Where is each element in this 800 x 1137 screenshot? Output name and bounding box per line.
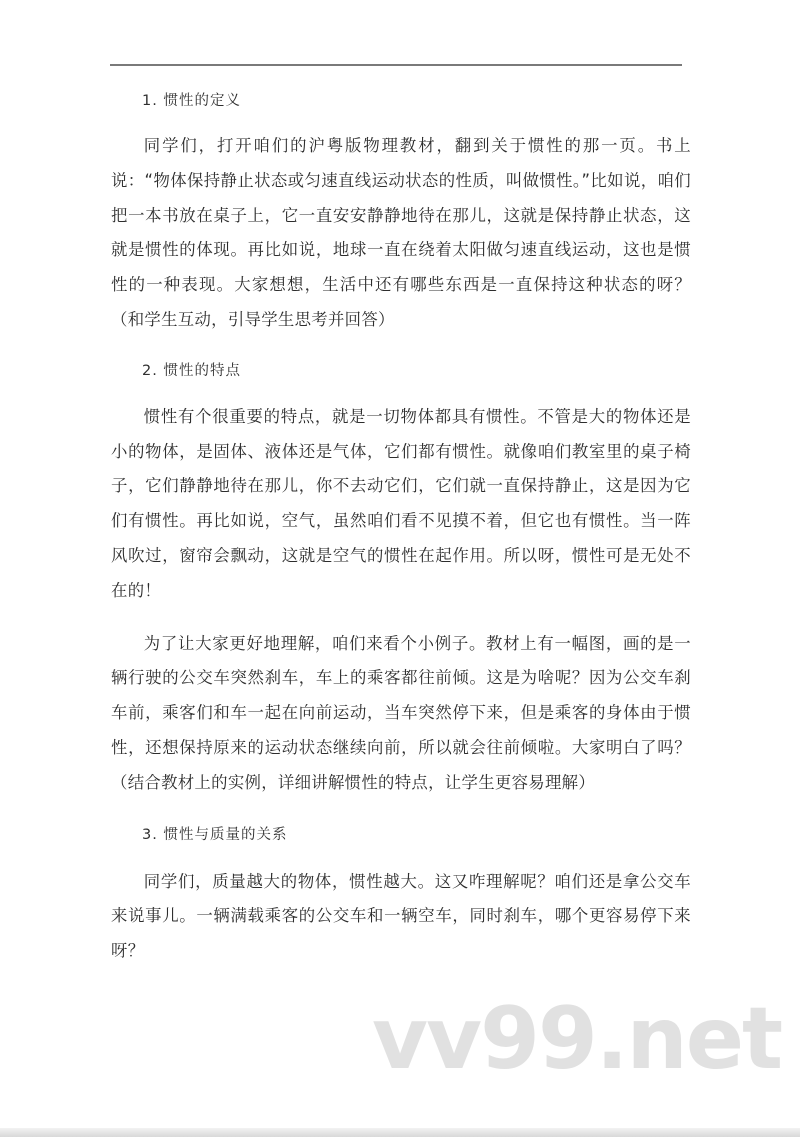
section-2-paragraph-1: 惯性有个很重要的特点，就是一切物体都具有惯性。不管是大的物体还是小的物体，是固体、液体还是气体，它们都有惯性。就像咱们教室里的桌子椅子，它们静静地待在那儿，你不去动它们，它们就一直保持静止，这是因为它们有惯性。再比如说，空气，虽然咱们看不见摸不着，但它也有惯性。当一阵风吹过，窗帘会飘动，这就是空气的惯性在起作用。所以呀，惯性可是无处不在的！	[111, 406, 691, 600]
section-1-paragraph: 同学们，打开咱们的沪粤版物理教材，翻到关于惯性的那一页。书上说：“物体保持静止状态或匀速直线运动状态的性质，叫做惯性。”比如说，咱们把一本书放在桌子上，它一直安安静静地待在那儿，这就是保持静止状态，这就是惯性的体现。再比如说，地球一直在绕着太阳做匀速直线运动，这也是惯性的一种表现。大家想想，生活中还有哪些东西是一直保持这种状态的呀？（和学生互动，引导学生思考并回答）	[111, 136, 691, 329]
section-3-heading: 3. 惯性与质量的关系	[142, 826, 288, 843]
document-body	[111, 72, 691, 969]
section-2-paragraph-2: 为了让大家更好地理解，咱们来看个小例子。教材上有一幅图，画的是一辆行驶的公交车突然刹车，车上的乘客都往前倾。这是为啥呢？因为公交车刹车前，乘客们和车一起在向前运动，当车突然停下来，但是乘客的身体由于惯性，还想保持原来的运动状态继续向前，所以就会往前倾啦。大家明白了吗？（结合教材上的实例，详细讲解惯性的特点，让学生更容易理解）	[111, 633, 691, 792]
page-bottom-edge	[0, 1128, 800, 1137]
section-2-heading: 2. 惯性的特点	[142, 362, 241, 379]
section-3-paragraph: 同学们，质量越大的物体，惯性越大。这又咋理解呢？咱们还是拿公交车来说事儿。一辆满载乘客的公交车和一辆空车，同时刹车，哪个更容易停下来呀？	[111, 871, 691, 961]
header-rule	[110, 64, 682, 66]
watermark: vv99.net	[372, 989, 782, 1089]
section-1-heading: 1. 惯性的定义	[142, 93, 241, 109]
